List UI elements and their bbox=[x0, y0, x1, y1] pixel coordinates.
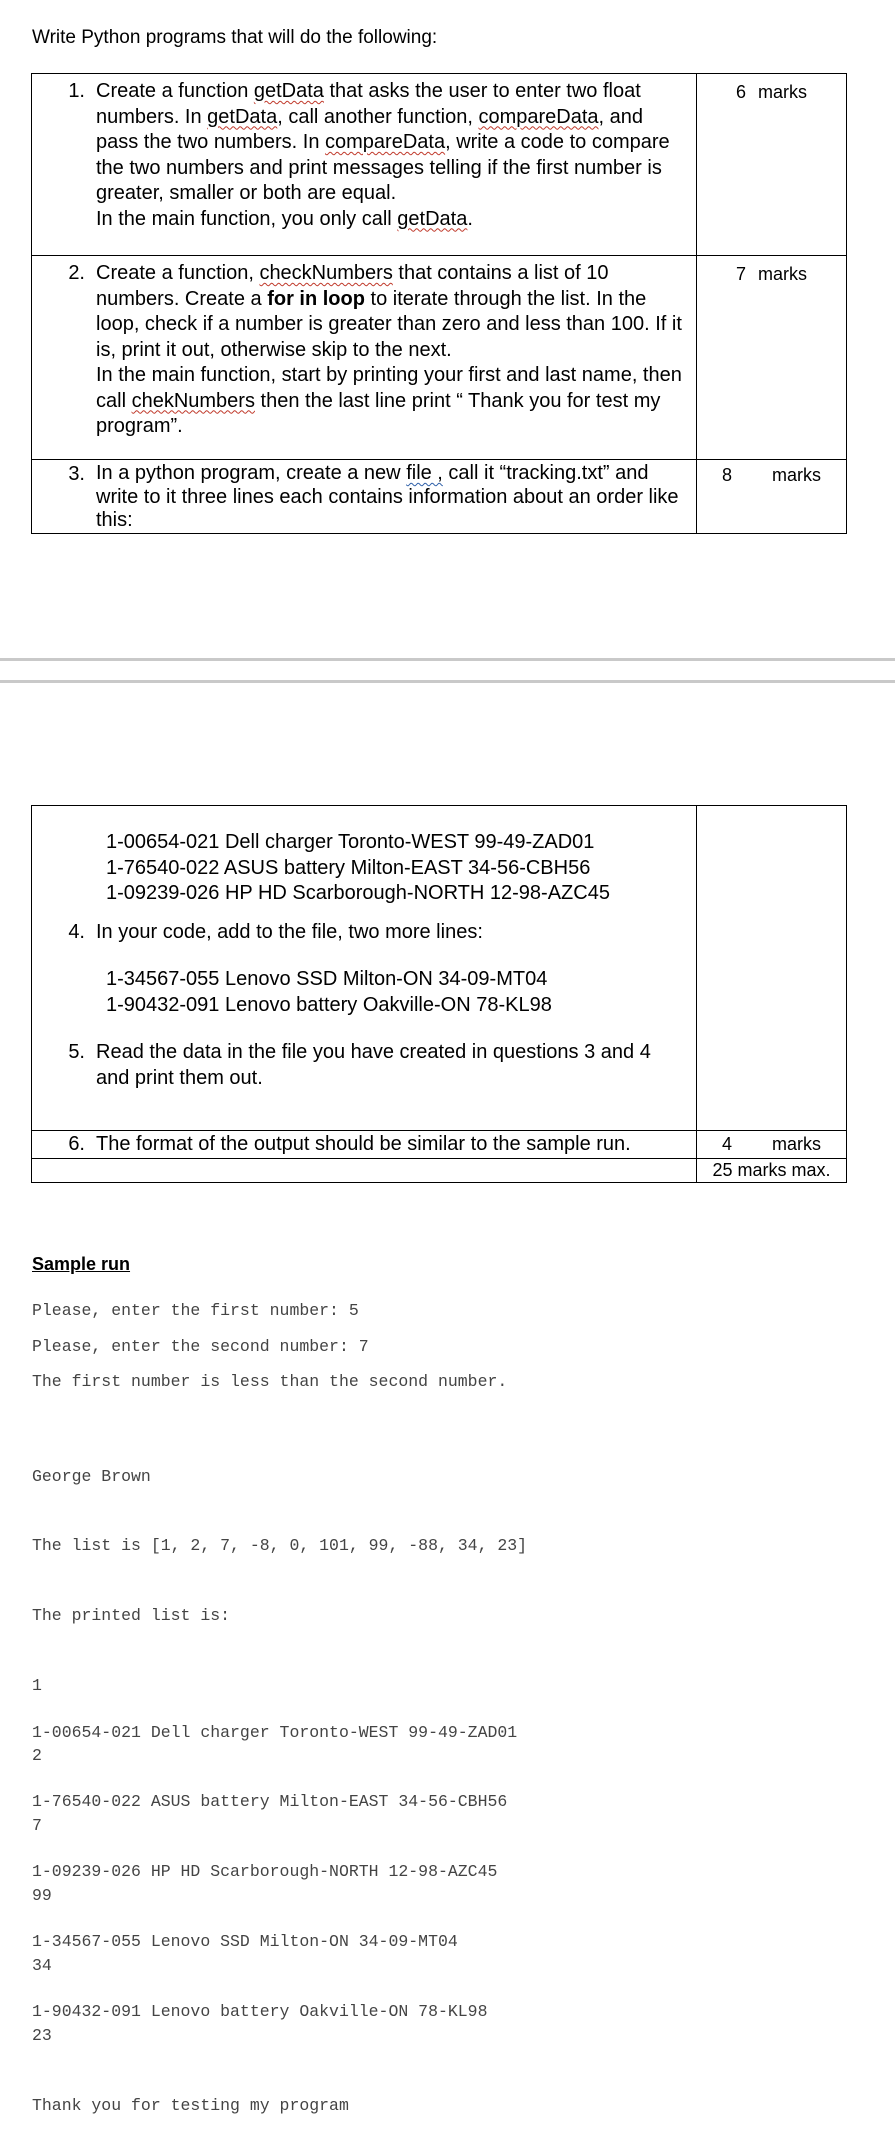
file-line: 1-34567-055 Lenovo SSD Milton-ON 34-09-MT04 bbox=[32, 1932, 458, 1952]
total-row bbox=[32, 1159, 847, 1183]
sample-number: 23 bbox=[32, 2025, 52, 2045]
question-number: 2. bbox=[68, 262, 85, 284]
marks-label: 6 marks bbox=[735, 82, 807, 102]
question-row-6 bbox=[32, 1131, 847, 1159]
question-4-text: In your code, add to the file, two more lines: bbox=[96, 920, 483, 943]
file-line: 1-00654-021 Dell charger Toronto-WEST 99-49-ZAD01 bbox=[32, 1722, 518, 1742]
file-line: 1-76540-022 ASUS battery Milton-EAST 34-56-CBH56 bbox=[32, 1792, 508, 1812]
marks-label: 4 marks bbox=[721, 1134, 821, 1154]
sample-compare-result: The first number is less than the second number. bbox=[32, 1372, 508, 1391]
marks-label: 7 marks bbox=[735, 264, 807, 284]
question-number: 4. bbox=[68, 920, 85, 943]
page-break-line bbox=[0, 658, 895, 661]
sample-run-heading: Sample run bbox=[32, 1254, 131, 1274]
sample-prompt-first: Please, enter the first number: 5 bbox=[32, 1301, 359, 1320]
question-2-text: Create a function, checkNumbers that contains a list of 10 numbers. Create a for in loop to iterate through the list. In the loop, check if a number is greater than zero and less than 100. If it is, print it out, otherwise skip to the next. In the main function, start by printing your first and last name, then call chekNumbers then the last line print “ Thank you for test my program”. bbox=[96, 262, 682, 437]
order-lines-q3 bbox=[32, 830, 696, 907]
sample-prompt-second: Please, enter the second number: 7 bbox=[32, 1337, 369, 1356]
question-row-1 bbox=[32, 74, 847, 256]
sample-thanks: Thank you for testing my program bbox=[32, 2095, 349, 2115]
sample-number: 1 bbox=[32, 1676, 42, 1696]
questions-table-part1 bbox=[31, 73, 847, 534]
file-line: 1-90432-091 Lenovo battery Oakville-ON 78-KL98 bbox=[32, 2002, 488, 2022]
order-line: 1-90432-091 Lenovo battery Oakville-ON 78-KL98 bbox=[106, 993, 552, 1016]
question-6-text: The format of the output should be similar to the sample run. bbox=[96, 1133, 631, 1155]
intro-text: Write Python programs that will do the following: bbox=[32, 27, 438, 48]
questions-table-part2 bbox=[31, 805, 847, 1183]
sample-number: 99 bbox=[32, 1885, 52, 1905]
page-break-line bbox=[0, 680, 895, 683]
question-row-3 bbox=[32, 460, 847, 534]
question-number: 3. bbox=[68, 463, 85, 485]
question-number: 6. bbox=[68, 1133, 85, 1155]
question-row-continued bbox=[32, 806, 847, 1131]
sample-number: 2 bbox=[32, 1746, 42, 1766]
sample-printed-label: The printed list is: bbox=[32, 1606, 231, 1626]
total-marks: 25 marks max. bbox=[712, 1160, 831, 1180]
file-line: 1-09239-026 HP HD Scarborough-NORTH 12-98-AZC45 bbox=[32, 1862, 498, 1882]
question-5-text: Read the data in the file you have created in questions 3 and 4 and print them out. bbox=[96, 1041, 651, 1089]
sample-number: 34 bbox=[32, 1955, 52, 1975]
order-line: 1-34567-055 Lenovo SSD Milton-ON 34-09-MT04 bbox=[106, 968, 548, 990]
order-line: 1-76540-022 ASUS battery Milton-EAST 34-56-CBH56 bbox=[106, 856, 591, 879]
sample-name: George Brown bbox=[32, 1466, 151, 1486]
order-line: 1-00654-021 Dell charger Toronto-WEST 99-49-ZAD01 bbox=[106, 831, 595, 853]
order-line: 1-09239-026 HP HD Scarborough-NORTH 12-98-AZC45 bbox=[106, 882, 610, 904]
sample-number: 7 bbox=[32, 1816, 42, 1836]
question-1-text: Create a function getData that asks the user to enter two float numbers. In getData, call another function, compareData, and pass the two numbers. In compareData, write a code to compare the two numbers and print messages telling if the first number is greater, smaller or both are equal. In the main function, you only call getData. bbox=[96, 80, 670, 230]
sample-file-output bbox=[32, 1674, 517, 2047]
sample-list: The list is [1, 2, 7, -8, 0, 101, 99, -88, 34, 23] bbox=[32, 1536, 528, 1556]
marks-label: 8 marks bbox=[721, 465, 821, 485]
question-number: 1. bbox=[68, 80, 85, 102]
question-row-2 bbox=[32, 256, 847, 460]
order-lines-q4 bbox=[32, 945, 696, 1018]
question-3-text: In a python program, create a new file , call it “tracking.txt” and write to it three lines each contains information about an order like this: bbox=[96, 462, 679, 531]
question-number: 5. bbox=[68, 1041, 85, 1063]
